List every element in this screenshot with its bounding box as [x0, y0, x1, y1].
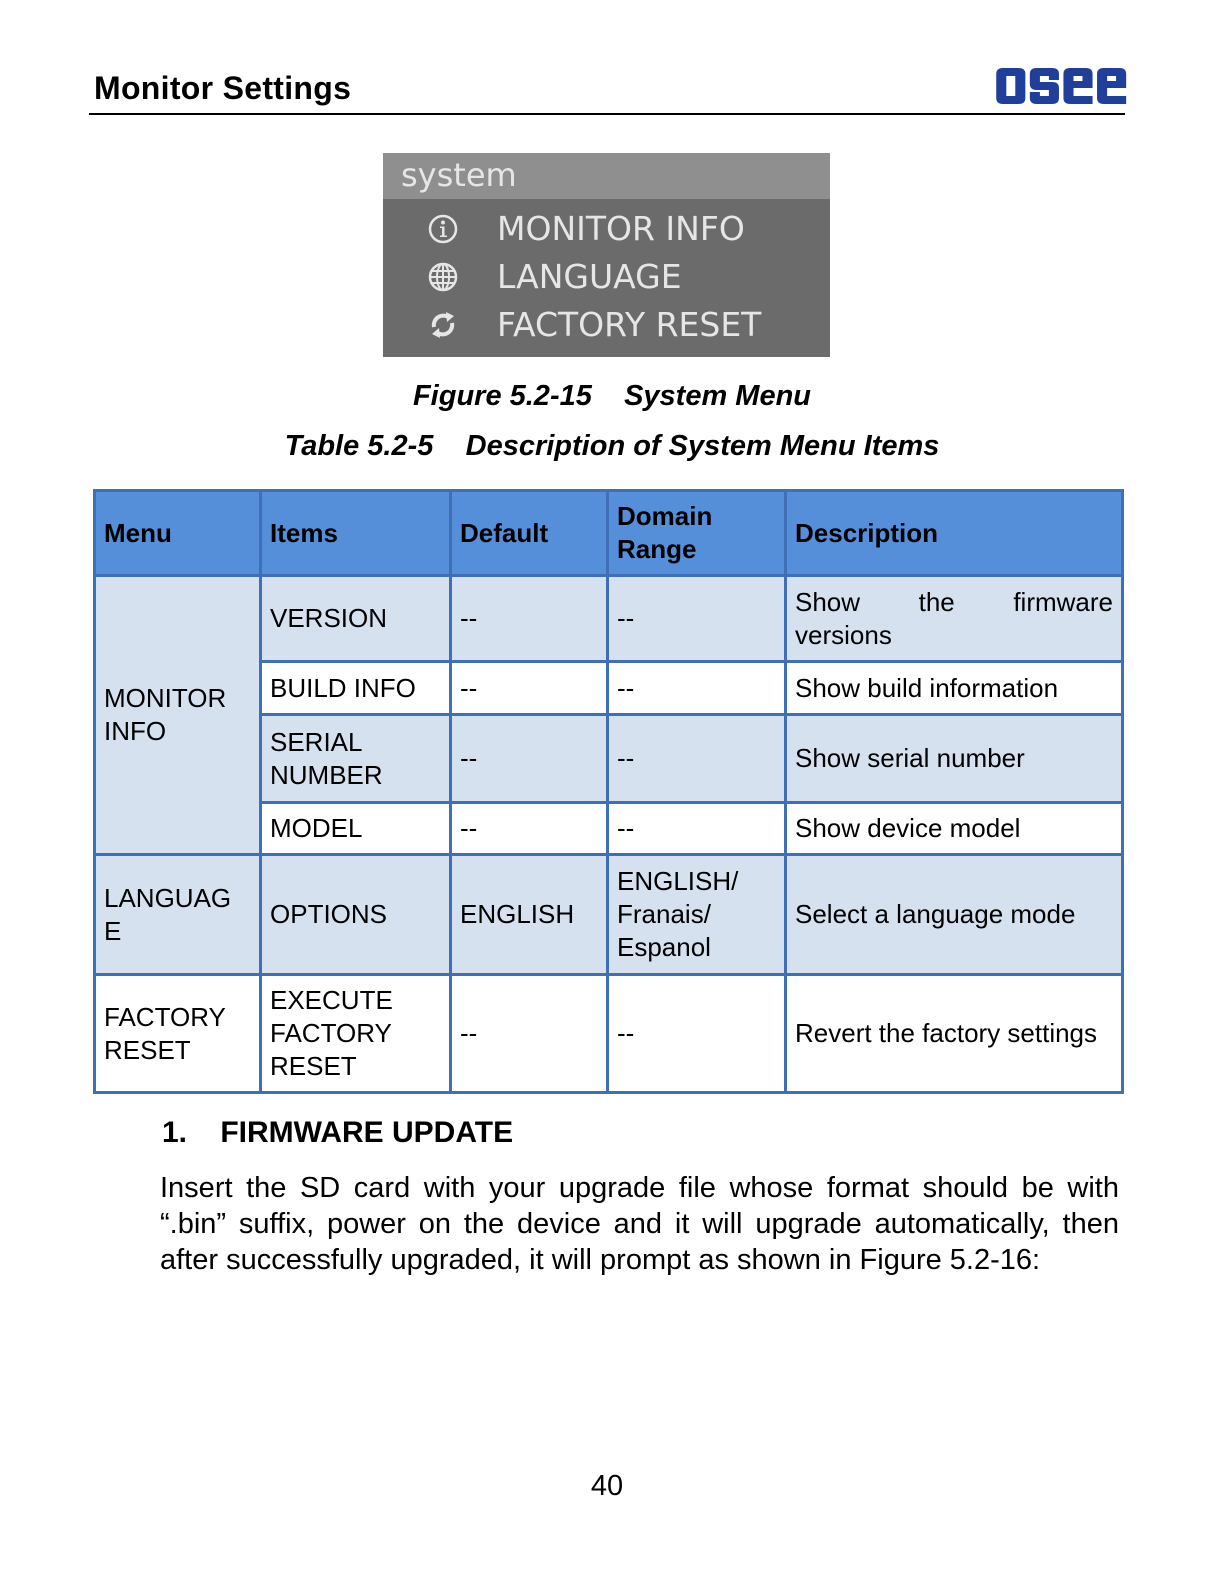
- default-cell: --: [451, 576, 608, 662]
- figure-caption: Figure 5.2-15 System Menu: [412, 380, 812, 412]
- system-menu-item-factory-reset: [383, 301, 830, 349]
- range-cell: --: [608, 803, 786, 855]
- default-cell: --: [451, 975, 608, 1093]
- range-cell: --: [608, 662, 786, 715]
- description-cell: Show build information: [786, 662, 1123, 715]
- section-heading: 1. FIRMWARE UPDATE: [162, 1116, 514, 1149]
- section-body-text: Insert the SD card with your upgrade file whose format should be with “.bin” suffix, power on the device and it will upgrade automatically, then after successfully upgraded, it will prompt as shown in Figure 5.2-16:: [160, 1172, 1119, 1276]
- column-header-domain-range: Domain Range: [608, 491, 786, 576]
- reset-arrows-icon: [427, 309, 459, 341]
- osee-logo-graphic: [994, 66, 1135, 106]
- info-circle-icon: [427, 213, 459, 245]
- description-cell: Select a language mode: [786, 855, 1123, 975]
- range-cell: --: [608, 975, 786, 1093]
- system-menu-screenshot: [383, 153, 830, 357]
- column-header-items: Items: [261, 491, 451, 576]
- item-cell: OPTIONS: [261, 855, 451, 975]
- table-caption: Table 5.2-5 Description of System Menu Items: [284, 430, 940, 462]
- range-cell: --: [608, 715, 786, 803]
- system-menu-title: system: [383, 153, 830, 199]
- table-row: [95, 576, 1123, 662]
- table-row: [95, 855, 1123, 975]
- default-cell: --: [451, 662, 608, 715]
- column-header-default: Default: [451, 491, 608, 576]
- default-cell: --: [451, 803, 608, 855]
- table-row: [95, 975, 1123, 1093]
- default-cell: --: [451, 715, 608, 803]
- description-cell: Show the firmware versions: [786, 576, 1123, 662]
- menu-cell: FACTORY RESET: [95, 975, 261, 1093]
- system-menu-item-monitor-info: [383, 205, 830, 253]
- description-cell: Show device model: [786, 803, 1123, 855]
- table-header-row: [95, 491, 1123, 576]
- header-divider: [89, 113, 1125, 115]
- system-menu-item-label: LANGUAGE: [497, 257, 682, 296]
- globe-icon: [427, 261, 459, 293]
- system-menu-items-table: [93, 489, 1124, 1094]
- page-number: 40: [590, 1470, 624, 1502]
- range-cell: --: [608, 576, 786, 662]
- system-menu-item-language: [383, 253, 830, 301]
- system-menu-item-label: FACTORY RESET: [497, 305, 762, 344]
- item-cell: SERIAL NUMBER: [261, 715, 451, 803]
- page-header-title: Monitor Settings: [94, 70, 352, 106]
- range-cell: ENGLISH/ Franais/ Espanol: [608, 855, 786, 975]
- column-header-description: Description: [786, 491, 1123, 576]
- description-cell: Show serial number: [786, 715, 1123, 803]
- item-cell: MODEL: [261, 803, 451, 855]
- menu-cell: LANGUAG E: [95, 855, 261, 975]
- item-cell: BUILD INFO: [261, 662, 451, 715]
- brand-logo: [994, 66, 1135, 114]
- description-cell: Revert the factory settings: [786, 975, 1123, 1093]
- default-cell: ENGLISH: [451, 855, 608, 975]
- system-menu-item-label: MONITOR INFO: [497, 209, 745, 248]
- column-header-menu: Menu: [95, 491, 261, 576]
- menu-cell: MONITOR INFO: [95, 576, 261, 855]
- item-cell: EXECUTE FACTORY RESET: [261, 975, 451, 1093]
- item-cell: VERSION: [261, 576, 451, 662]
